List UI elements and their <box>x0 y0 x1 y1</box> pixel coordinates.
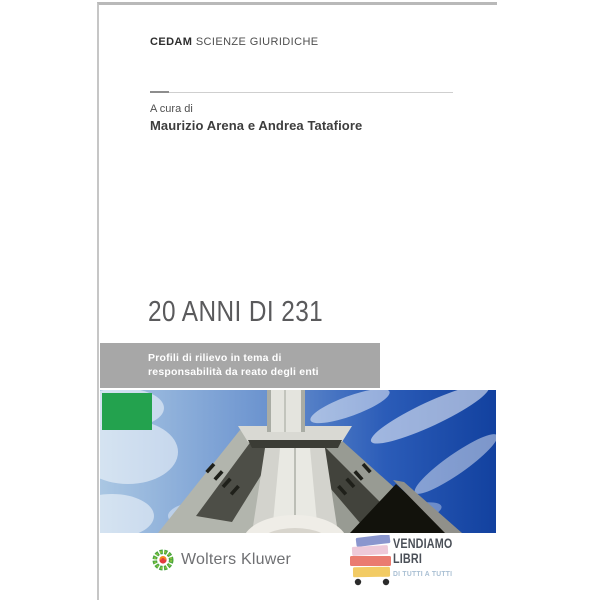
series-name: SCIENZE GIURIDICHE <box>195 36 319 48</box>
subtitle-line-1: Profili di rilievo in tema di <box>148 352 282 364</box>
editors-names: Maurizio Arena e Andrea Tatafiore <box>150 118 363 133</box>
store-badge-text <box>393 536 467 578</box>
book-title: 20 ANNI DI 231 <box>148 296 324 328</box>
wolters-kluwer-flower-icon <box>152 549 174 571</box>
editors-prefix: A cura di <box>150 103 193 115</box>
publisher-series-header <box>150 36 319 48</box>
store-name-line-1: VENDIAMO <box>393 536 453 551</box>
cart-wheel <box>355 579 361 585</box>
store-badge <box>348 535 528 593</box>
publisher-logo <box>152 549 291 571</box>
publisher-logo-wordmark: Wolters Kluwer <box>181 551 292 568</box>
subtitle-band <box>100 343 380 388</box>
editors-block <box>150 103 362 133</box>
book-spine <box>350 556 391 566</box>
book-cart-icon <box>348 535 394 587</box>
book-spine <box>353 567 390 578</box>
header-divider <box>150 92 453 93</box>
book-spine <box>352 545 388 556</box>
subtitle-line-2: responsabilità da reato degli enti <box>148 366 319 378</box>
cart-wheel <box>383 579 389 585</box>
store-name-line-2: LIBRI <box>393 551 422 566</box>
cover-photo <box>100 390 496 533</box>
publisher-brand: CEDAM <box>150 36 193 48</box>
store-tagline: DI TUTTI A TUTTI <box>393 569 453 578</box>
book-cover <box>97 2 497 600</box>
green-accent-square <box>102 393 152 430</box>
